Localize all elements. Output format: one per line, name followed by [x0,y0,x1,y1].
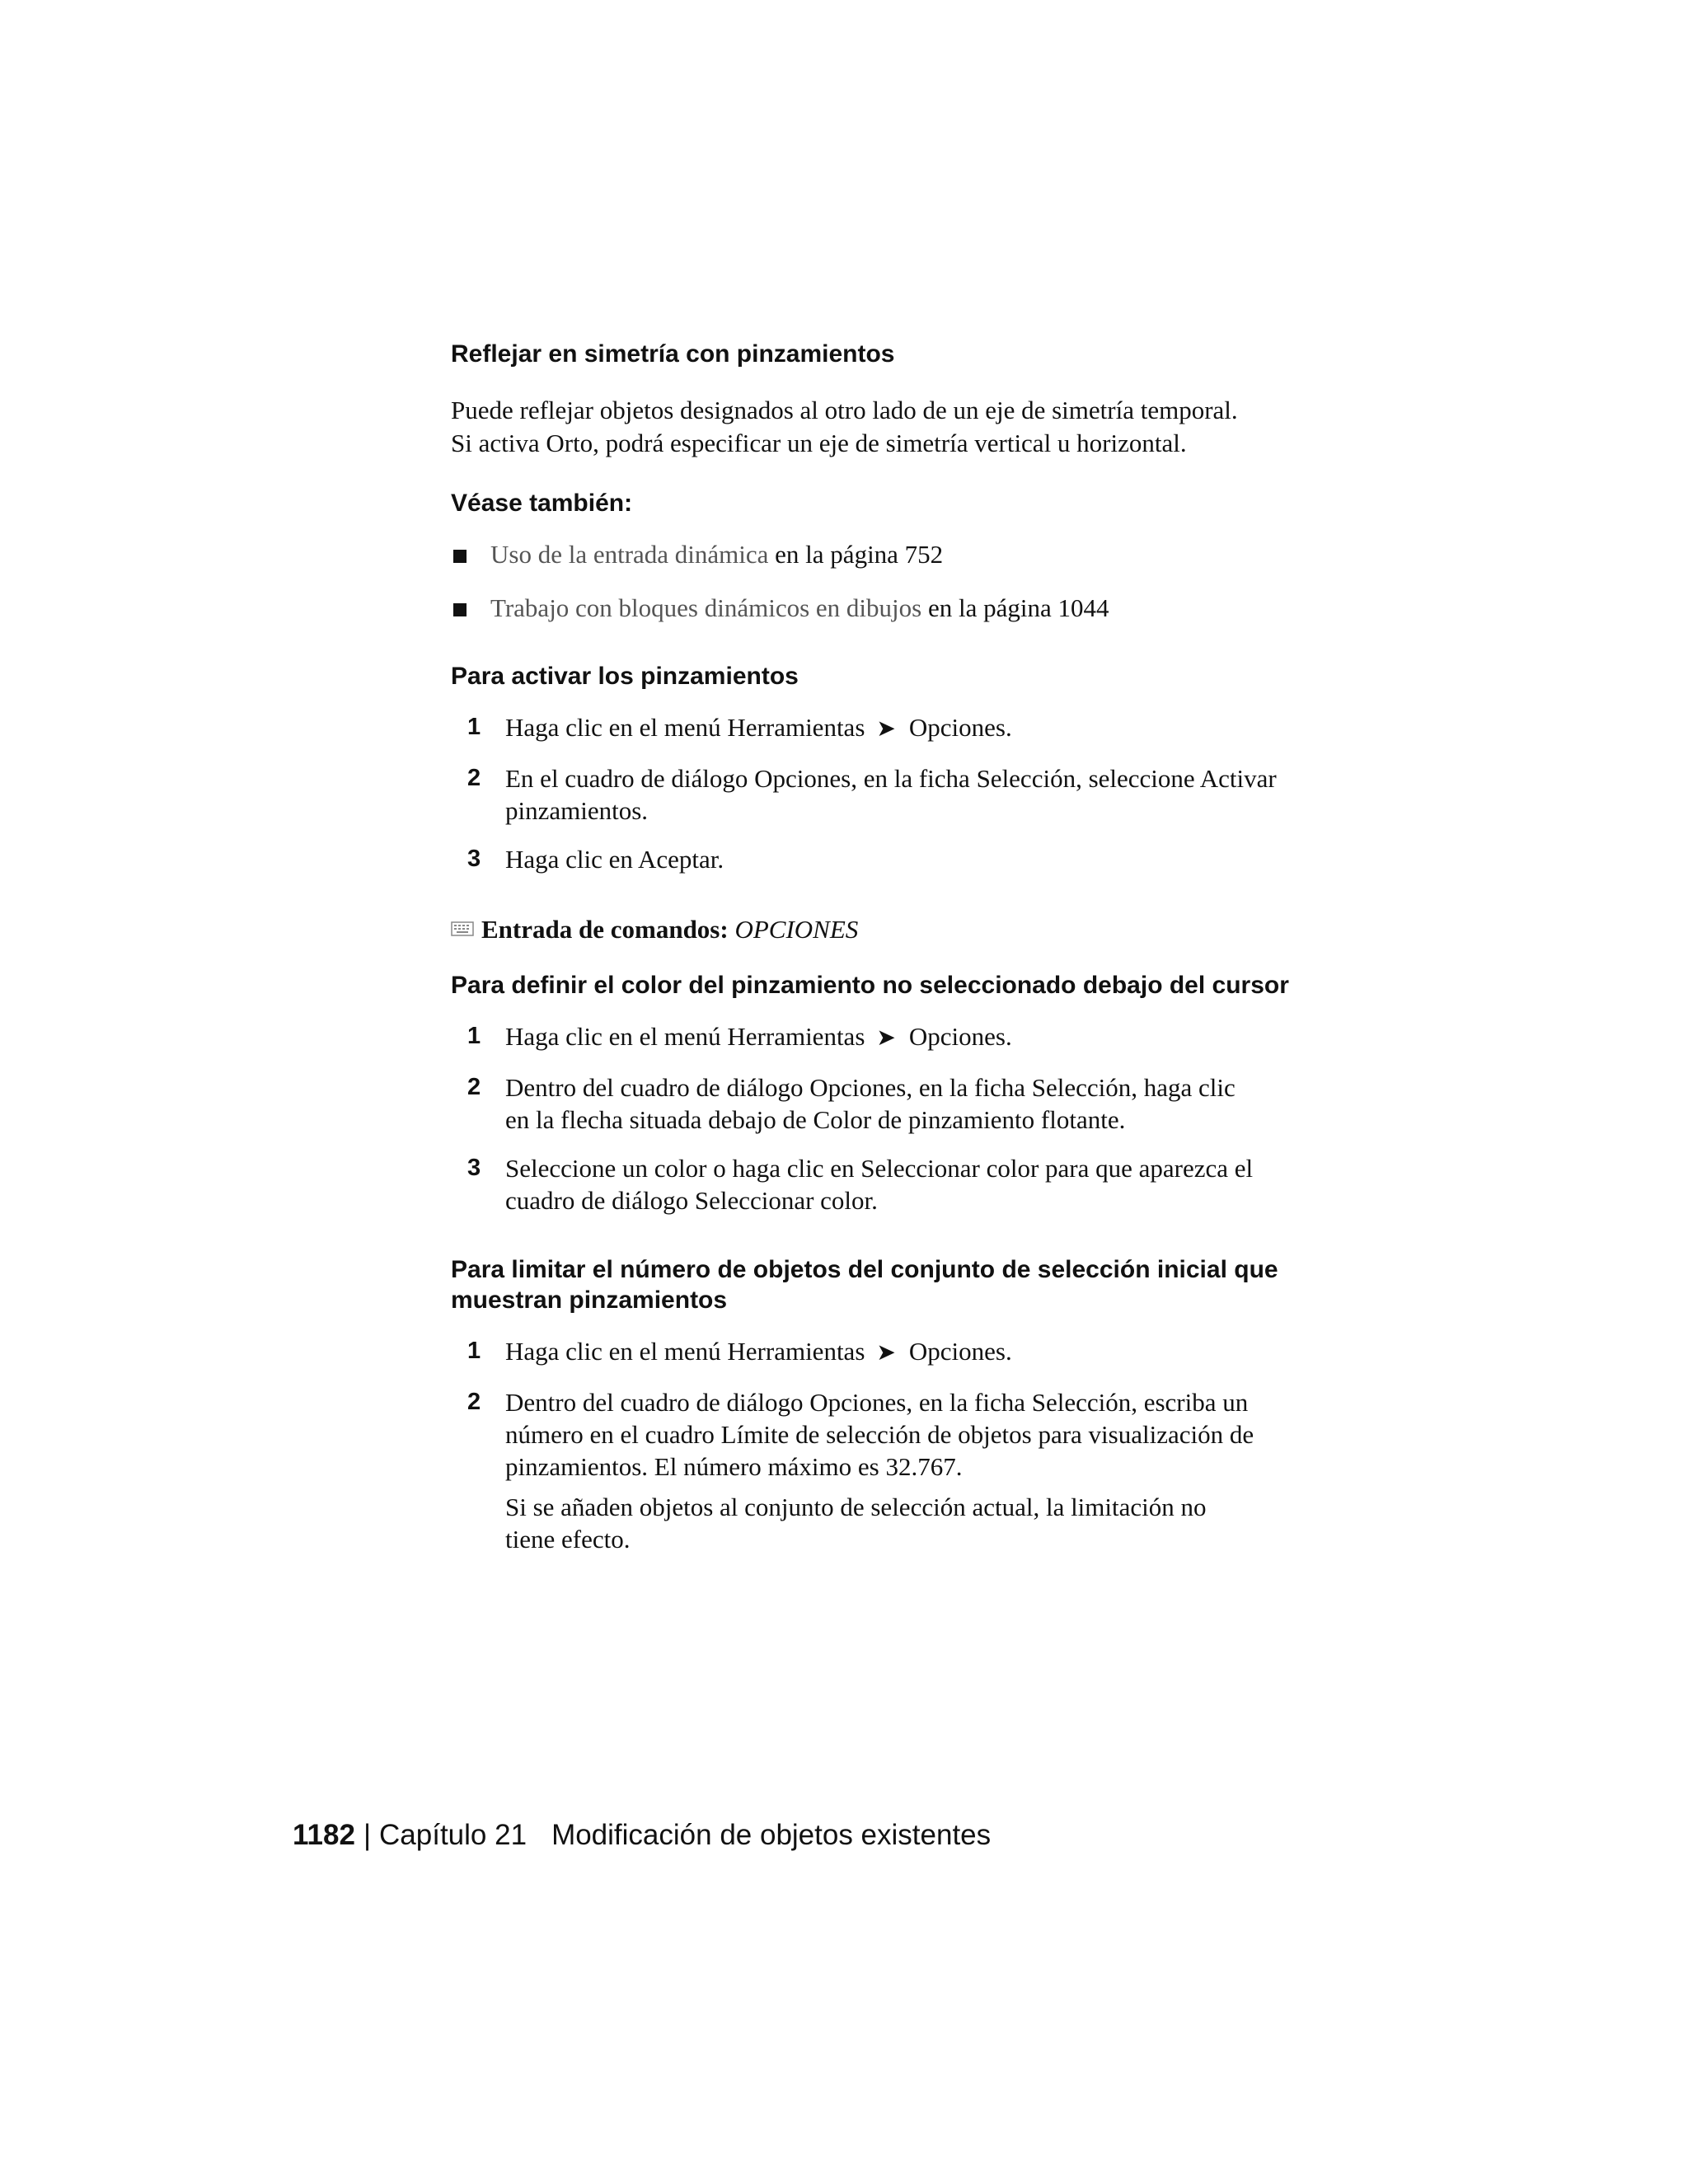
step-text: En el cuadro de diálogo Opciones, en la ficha Selección, seleccione Activar [505,764,1277,793]
step-item [451,762,1341,827]
step-number: 2 [467,1389,481,1415]
step-note: Si se añaden objetos al conjunto de selección actual, la limitación no [505,1493,1207,1521]
page-number: 1182 [293,1819,355,1851]
see-also-link-dynamic-input[interactable]: Uso de la entrada dinámica [490,540,769,569]
bullet-square-icon [453,603,467,616]
see-also-item [451,592,1341,625]
step-item [451,1386,1341,1555]
heading-line: Para limitar el número de objetos del conjunto de selección inicial que [451,1256,1278,1283]
step-text: Haga clic en el menú Herramientas [505,713,865,742]
step-item [451,1071,1341,1136]
intro-line-1: Puede reflejar objetos designados al otro lado de un eje de simetría temporal. [451,396,1238,424]
step-number: 3 [467,846,481,872]
step-number: 1 [467,1023,481,1049]
heading-line: muestran pinzamientos [451,1286,728,1314]
chapter-label: Capítulo 21 [379,1819,528,1851]
step-item [451,1020,1341,1054]
footer-separator: | [363,1819,372,1851]
bullet-square-icon [453,550,467,563]
see-also-page-ref: en la página 752 [775,540,944,569]
menu-arrow-icon: ➤ [876,716,896,742]
section-title: Reflejar en simetría con pinzamientos [451,340,895,368]
step-text: Dentro del cuadro de diálogo Opciones, en la ficha Selección, escriba un [505,1388,1249,1417]
see-also-list [451,538,1341,625]
step-number: 1 [467,1338,481,1364]
chapter-title: Modificación de objetos existentes [551,1819,992,1851]
step-note: tiene efecto. [505,1525,631,1554]
step-text: pinzamientos. [505,796,649,825]
step-item [451,1152,1341,1216]
step-text: Opciones. [908,1022,1012,1051]
procedure-steps-limit-grips [451,1335,1341,1555]
step-item [451,1335,1341,1369]
see-also-link-dynamic-blocks[interactable]: Trabajo con bloques dinámicos en dibujos [490,593,922,622]
step-text: en la flecha situada debajo de Color de pinzamiento flotante. [505,1105,1126,1134]
command-entry-value: OPCIONES [734,915,859,944]
procedure-heading-grip-color: Para definir el color del pinzamiento no seleccionado debajo del cursor [451,972,1289,999]
command-entry [451,913,1341,946]
step-text: Dentro del cuadro de diálogo Opciones, en la ficha Selección, haga clic [505,1073,1236,1102]
keyboard-icon [451,920,474,938]
intro-line-2: Si activa Orto, podrá especificar un eje de simetría vertical u horizontal. [451,429,1187,457]
see-also-page-ref: en la página 1044 [927,593,1109,622]
step-item [451,711,1341,745]
step-text: Haga clic en el menú Herramientas [505,1337,865,1366]
step-number: 2 [467,765,481,791]
step-item [451,843,1341,875]
step-text: Seleccione un color o haga clic en Seleccionar color para que aparezca el [505,1154,1254,1183]
step-text: Opciones. [908,713,1012,742]
step-text: Haga clic en Aceptar. [505,845,724,874]
command-entry-label: Entrada de comandos: [481,915,729,944]
step-text: cuadro de diálogo Seleccionar color. [505,1186,878,1215]
step-text: pinzamientos. El número máximo es 32.767. [505,1452,963,1481]
see-also-item [451,538,1341,571]
step-text: número en el cuadro Límite de selección de objetos para visualización de [505,1420,1254,1449]
procedure-heading-limit-grips [451,1254,1341,1317]
procedure-steps-grip-color [451,1020,1341,1216]
step-number: 2 [467,1074,481,1100]
menu-arrow-icon: ➤ [876,1340,896,1366]
procedure-heading-activate-grips: Para activar los pinzamientos [451,663,799,690]
step-text: Haga clic en el menú Herramientas [505,1022,865,1051]
step-number: 1 [467,714,481,740]
step-number: 3 [467,1155,481,1181]
menu-arrow-icon: ➤ [876,1025,896,1051]
page-footer [293,1817,991,1854]
see-also-heading: Véase también: [451,490,633,517]
procedure-steps-activate-grips [451,711,1341,875]
step-text: Opciones. [908,1337,1012,1366]
